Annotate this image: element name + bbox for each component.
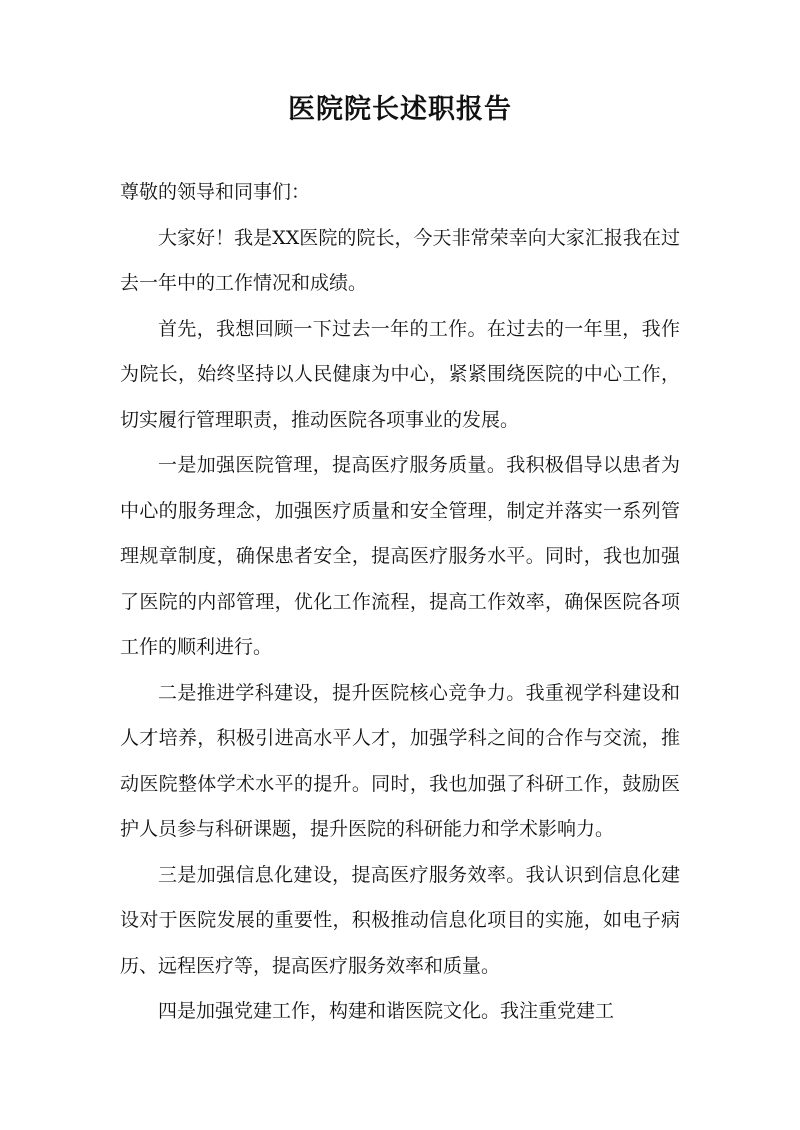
paragraph-informatization: 三是加强信息化建设，提高医疗服务效率。我认识到信息化建设对于医院发展的重要性，积极推动信息化项目的实施，如电子病历、远程医疗等，提高医疗服务效率和质量。: [120, 863, 680, 977]
paragraph-review: 首先，我想回顾一下过去一年的工作。在过去的一年里，我作为院长，始终坚持以人民健康为中心，紧紧围绕医院的中心工作，切实履行管理职责，推动医院各项事业的发展。: [120, 317, 680, 431]
salutation: 尊敬的领导和同事们：: [120, 181, 311, 203]
paragraph-discipline: 二是推进学科建设，提升医院核心竞争力。我重视学科建设和人才培养，积极引进高水平人才，加强学科之间的合作与交流，推动医院整体学术水平的提升。同时，我也加强了科研工作，鼓励医护人员参与科研课题，提升医院的科研能力和学术影响力。: [120, 681, 680, 840]
paragraph-party-building: 四是加强党建工作，构建和谐医院文化。我注重党建工: [158, 1000, 615, 1022]
document-body: [120, 170, 680, 1035]
paragraph-greeting: 大家好！我是XX医院的院长，今天非常荣幸向大家汇报我在过去一年中的工作情况和成绩。: [120, 226, 680, 294]
document-title: 医院院长述职报告: [288, 94, 512, 125]
paragraph-management: 一是加强医院管理，提高医疗服务质量。我积极倡导以患者为中心的服务理念，加强医疗质量和安全管理，制定并落实一系列管理规章制度，确保患者安全，提高医疗服务水平。同时，我也加强了医院的内部管理，优化工作流程，提高工作效率，确保医院各项工作的顺利进行。: [120, 454, 680, 658]
